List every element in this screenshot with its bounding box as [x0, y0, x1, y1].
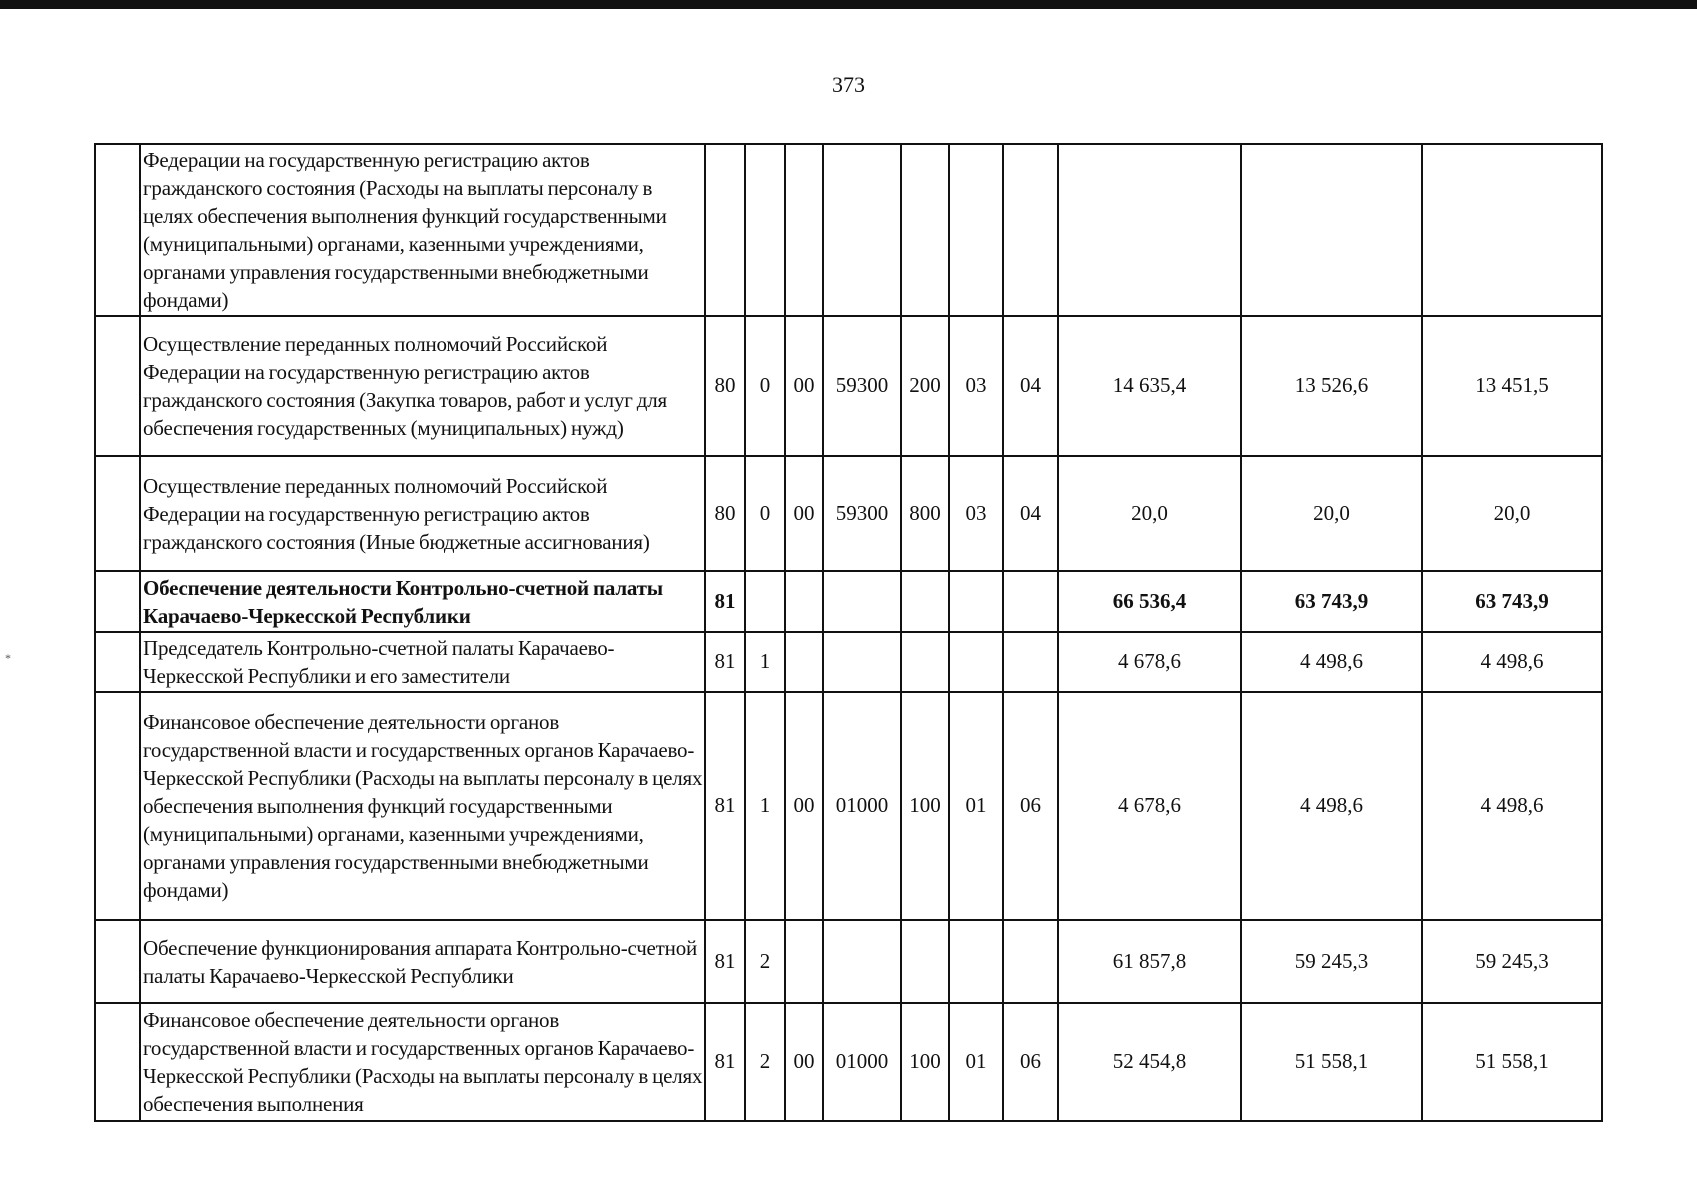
amount-cell-2: 63 743,9	[1241, 571, 1422, 632]
code-cell-5: 200	[901, 316, 949, 456]
code-cell-2: 0	[745, 316, 785, 456]
table-row	[95, 316, 1602, 456]
row-description: Финансовое обеспечение деятельности органов государственной власти и государственных органов Карачаево-Черкесской Республики (Расходы на выплаты персоналу в целях обеспечения выполнения	[140, 1003, 705, 1121]
code-cell-2: 1	[745, 692, 785, 920]
row-description: Председатель Контрольно-счетной палаты Карачаево-Черкесской Республики и его заместители	[140, 632, 705, 692]
code-cell-1	[705, 144, 745, 316]
code-cell-2: 1	[745, 632, 785, 692]
row-description: Финансовое обеспечение деятельности органов государственной власти и государственных органов Карачаево-Черкесской Республики (Расходы на выплаты персоналу в целях обеспечения выполнения функций государственными (муниципальными) органами, казенными учреждениями, органами управления государственными внебюджетными фондами)	[140, 692, 705, 920]
amount-cell-3: 20,0	[1422, 456, 1602, 571]
row-description: Осуществление переданных полномочий Российской Федерации на государственную регистрацию актов гражданского состояния (Закупка товаров, работ и услуг для обеспечения государственных (муниципальных) нужд)	[140, 316, 705, 456]
code-cell-3	[785, 920, 823, 1003]
code-cell-4: 01000	[823, 692, 901, 920]
stray-scan-mark: *	[5, 651, 11, 665]
row-number-cell	[95, 1003, 140, 1121]
table-row-section-total	[95, 571, 1602, 632]
code-cell-5	[901, 144, 949, 316]
code-cell-1: 80	[705, 456, 745, 571]
code-cell-3: 00	[785, 316, 823, 456]
amount-cell-3: 63 743,9	[1422, 571, 1602, 632]
scan-top-border	[0, 0, 1697, 9]
code-cell-6: 01	[949, 692, 1003, 920]
code-cell-6: 01	[949, 1003, 1003, 1121]
row-number-cell	[95, 571, 140, 632]
code-cell-5: 100	[901, 1003, 949, 1121]
row-description: Осуществление переданных полномочий Российской Федерации на государственную регистрацию актов гражданского состояния (Иные бюджетные ассигнования)	[140, 456, 705, 571]
code-cell-1: 80	[705, 316, 745, 456]
code-cell-7	[1003, 571, 1058, 632]
code-cell-5: 100	[901, 692, 949, 920]
code-cell-6	[949, 144, 1003, 316]
code-cell-2: 2	[745, 1003, 785, 1121]
code-cell-2	[745, 144, 785, 316]
code-cell-5	[901, 571, 949, 632]
table-row	[95, 144, 1602, 316]
code-cell-3: 00	[785, 692, 823, 920]
code-cell-1: 81	[705, 632, 745, 692]
page-number: 373	[832, 72, 865, 97]
row-number-cell	[95, 456, 140, 571]
code-cell-1: 81	[705, 571, 745, 632]
amount-cell-3	[1422, 144, 1602, 316]
code-cell-1: 81	[705, 1003, 745, 1121]
row-description: Федерации на государственную регистрацию актов гражданского состояния (Расходы на выплаты персоналу в целях обеспечения выполнения функций государственными (муниципальными) органами, казенными учреждениями, органами управления государственными внебюджетными фондами)	[140, 144, 705, 316]
amount-cell-2	[1241, 144, 1422, 316]
code-cell-7	[1003, 920, 1058, 1003]
code-cell-1: 81	[705, 692, 745, 920]
code-cell-7	[1003, 632, 1058, 692]
amount-cell-1: 52 454,8	[1058, 1003, 1241, 1121]
code-cell-4	[823, 632, 901, 692]
amount-cell-1: 66 536,4	[1058, 571, 1241, 632]
code-cell-3	[785, 571, 823, 632]
amount-cell-3: 59 245,3	[1422, 920, 1602, 1003]
code-cell-3: 00	[785, 456, 823, 571]
code-cell-7: 06	[1003, 1003, 1058, 1121]
code-cell-5: 800	[901, 456, 949, 571]
table-row	[95, 692, 1602, 920]
table-row	[95, 632, 1602, 692]
amount-cell-2: 13 526,6	[1241, 316, 1422, 456]
code-cell-7: 04	[1003, 456, 1058, 571]
code-cell-6	[949, 632, 1003, 692]
code-cell-6: 03	[949, 316, 1003, 456]
amount-cell-2: 20,0	[1241, 456, 1422, 571]
code-cell-5	[901, 632, 949, 692]
code-cell-7: 04	[1003, 316, 1058, 456]
code-cell-3	[785, 144, 823, 316]
code-cell-2: 0	[745, 456, 785, 571]
amount-cell-1: 61 857,8	[1058, 920, 1241, 1003]
code-cell-7	[1003, 144, 1058, 316]
amount-cell-1: 20,0	[1058, 456, 1241, 571]
amount-cell-2: 59 245,3	[1241, 920, 1422, 1003]
row-number-cell	[95, 316, 140, 456]
row-description: Обеспечение деятельности Контрольно-счетной палаты Карачаево-Черкесской Республики	[140, 571, 705, 632]
table-row	[95, 456, 1602, 571]
row-description: Обеспечение функционирования аппарата Контрольно-счетной палаты Карачаево-Черкесской Республики	[140, 920, 705, 1003]
budget-table	[94, 143, 1603, 1122]
code-cell-4	[823, 571, 901, 632]
code-cell-2: 2	[745, 920, 785, 1003]
code-cell-4: 59300	[823, 456, 901, 571]
code-cell-2	[745, 571, 785, 632]
table-row	[95, 920, 1602, 1003]
amount-cell-2: 51 558,1	[1241, 1003, 1422, 1121]
row-number-cell	[95, 920, 140, 1003]
code-cell-4	[823, 144, 901, 316]
amount-cell-3: 4 498,6	[1422, 692, 1602, 920]
amount-cell-3: 4 498,6	[1422, 632, 1602, 692]
code-cell-6	[949, 571, 1003, 632]
row-number-cell	[95, 692, 140, 920]
table-row	[95, 1003, 1602, 1121]
amount-cell-1	[1058, 144, 1241, 316]
code-cell-5	[901, 920, 949, 1003]
row-number-cell	[95, 144, 140, 316]
amount-cell-2: 4 498,6	[1241, 692, 1422, 920]
code-cell-1: 81	[705, 920, 745, 1003]
amount-cell-3: 51 558,1	[1422, 1003, 1602, 1121]
amount-cell-3: 13 451,5	[1422, 316, 1602, 456]
amount-cell-1: 14 635,4	[1058, 316, 1241, 456]
code-cell-6: 03	[949, 456, 1003, 571]
code-cell-4: 59300	[823, 316, 901, 456]
amount-cell-1: 4 678,6	[1058, 692, 1241, 920]
code-cell-3	[785, 632, 823, 692]
code-cell-6	[949, 920, 1003, 1003]
code-cell-4	[823, 920, 901, 1003]
code-cell-4: 01000	[823, 1003, 901, 1121]
code-cell-3: 00	[785, 1003, 823, 1121]
amount-cell-1: 4 678,6	[1058, 632, 1241, 692]
amount-cell-2: 4 498,6	[1241, 632, 1422, 692]
code-cell-7: 06	[1003, 692, 1058, 920]
row-number-cell	[95, 632, 140, 692]
